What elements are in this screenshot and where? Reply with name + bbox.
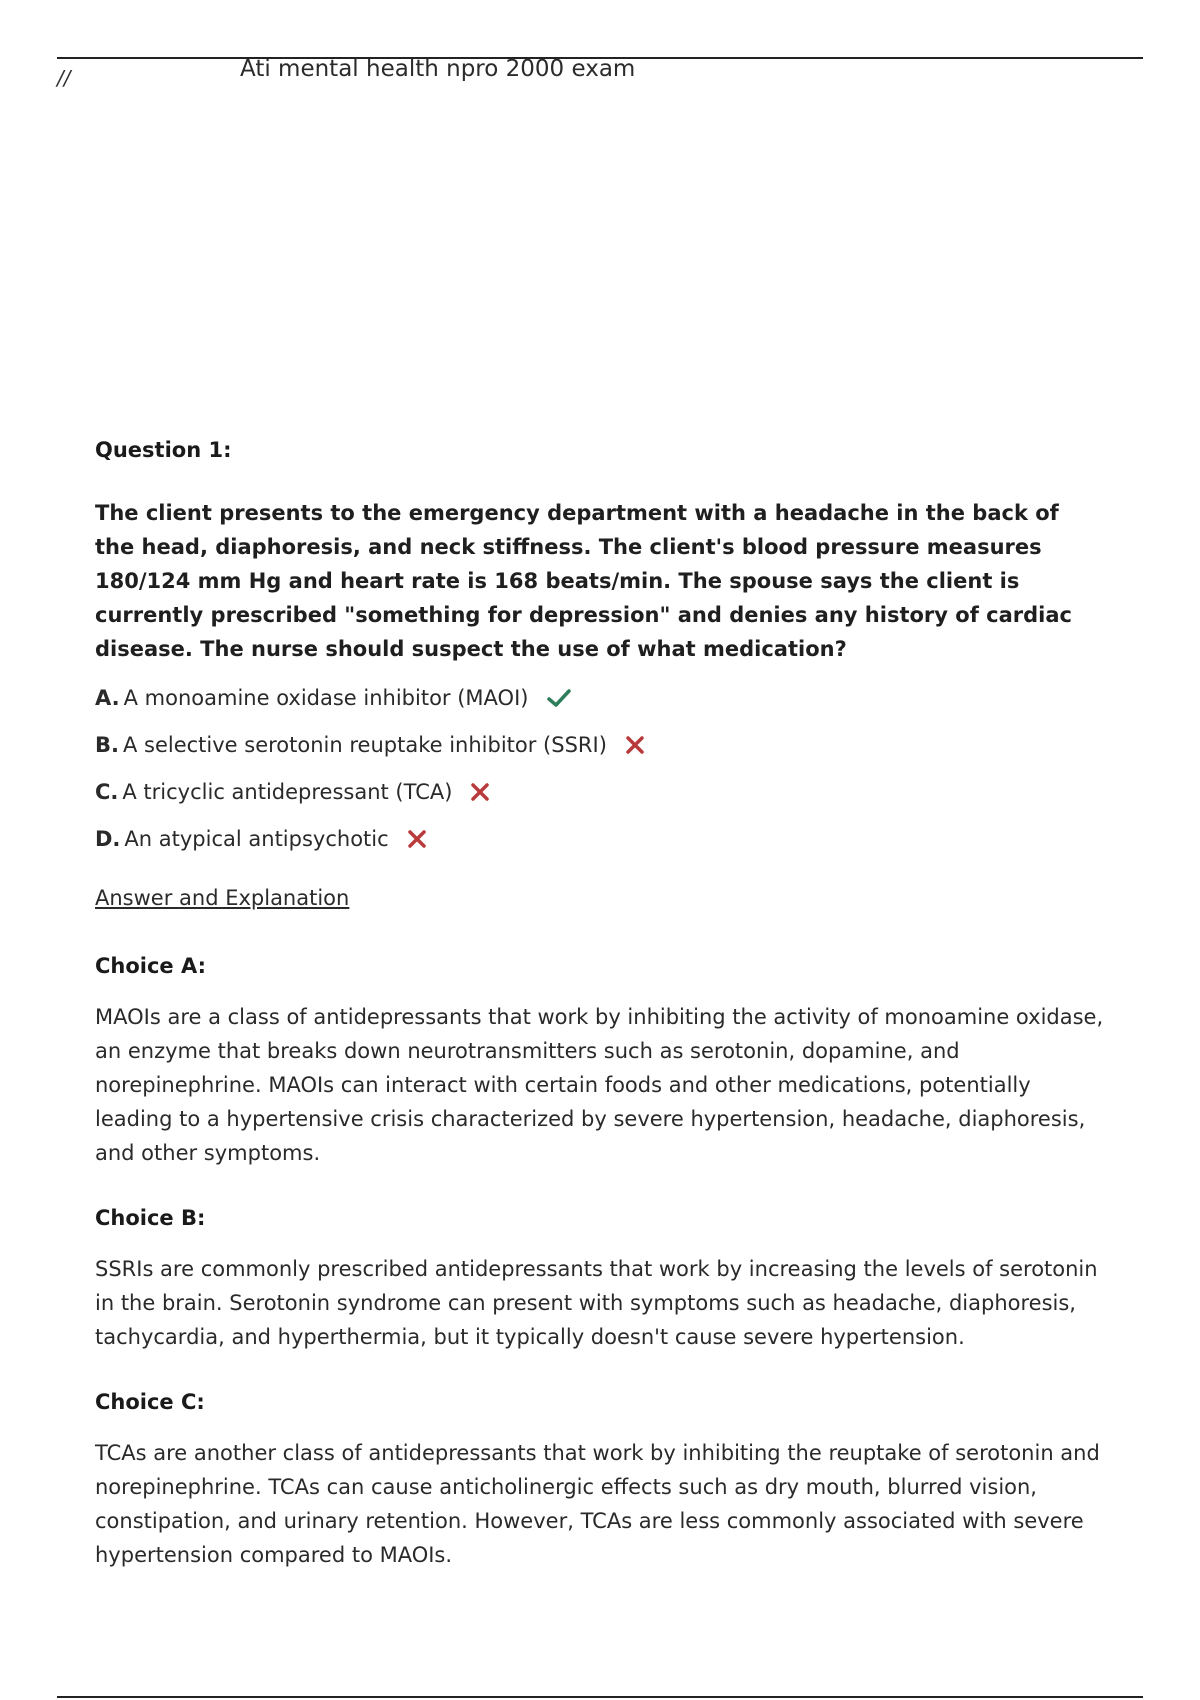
choice-b[interactable] [95, 731, 1105, 759]
cross-icon [470, 782, 490, 802]
header-mark: // [57, 66, 71, 90]
choice-c[interactable] [95, 778, 1105, 806]
choice-d[interactable] [95, 825, 1105, 853]
choice-text: A selective serotonin reuptake inhibitor (SSRI) [122, 733, 607, 757]
explanation-a [95, 954, 1105, 1170]
explanation-b [95, 1206, 1105, 1354]
explanation-text: TCAs are another class of antidepressants that work by inhibiting the reuptake of serotonin and norepinephrine. TCAs can cause anticholinergic effects such as dry mouth, blurred vision, constipation, and urinary retention. However, TCAs are less commonly associated with severe hypertension compared to MAOIs. [95, 1441, 1100, 1567]
question-content [95, 438, 1105, 1608]
checkmark-icon [546, 687, 572, 709]
choice-text: A monoamine oxidase inhibitor (MAOI) [123, 686, 529, 710]
choice-text: A tricyclic antidepressant (TCA) [122, 780, 453, 804]
choice-a[interactable] [95, 684, 1105, 712]
explanation-heading: Choice B: [95, 1206, 206, 1230]
explanation-text: SSRIs are commonly prescribed antidepressants that work by increasing the levels of serotonin in the brain. Serotonin syndrome can present with symptoms such as headache, diaphoresis, tachycardia, and hyperthermia, but it typically doesn't cause severe hypertension. [95, 1257, 1098, 1349]
answer-explanation-link[interactable]: Answer and Explanation [95, 886, 350, 910]
footer-rule [57, 1696, 1143, 1698]
document-title: Ati mental health npro 2000 exam [240, 56, 636, 82]
choice-letter: C. [95, 780, 119, 804]
explanation-c [95, 1390, 1105, 1572]
explanation-text: MAOIs are a class of antidepressants that work by inhibiting the activity of monoamine oxidase, an enzyme that breaks down neurotransmitters such as serotonin, dopamine, and norepinephrine. MAOIs can interact with certain foods and other medications, potentially leading to a hypertensive crisis characterized by severe hypertension, headache, diaphoresis, and other symptoms. [95, 1005, 1104, 1165]
question-label: Question 1: [95, 438, 232, 462]
answer-choices [95, 684, 1105, 853]
choice-letter: A. [95, 686, 120, 710]
choice-letter: B. [95, 733, 119, 757]
cross-icon [625, 735, 645, 755]
explanation-heading: Choice C: [95, 1390, 205, 1414]
explanation-heading: Choice A: [95, 954, 207, 978]
question-text: The client presents to the emergency department with a headache in the back of the head, diaphoresis, and neck stiffness. The client's blood pressure measures 180/124 mm Hg and heart rate is 168 beats/min. The spouse says the client is currently prescribed "something for depression" and denies any history of cardiac disease. The nurse should suspect the use of what medication? [95, 501, 1072, 661]
choice-text: An atypical antipsychotic [124, 827, 389, 851]
choice-letter: D. [95, 827, 121, 851]
cross-icon [407, 829, 427, 849]
